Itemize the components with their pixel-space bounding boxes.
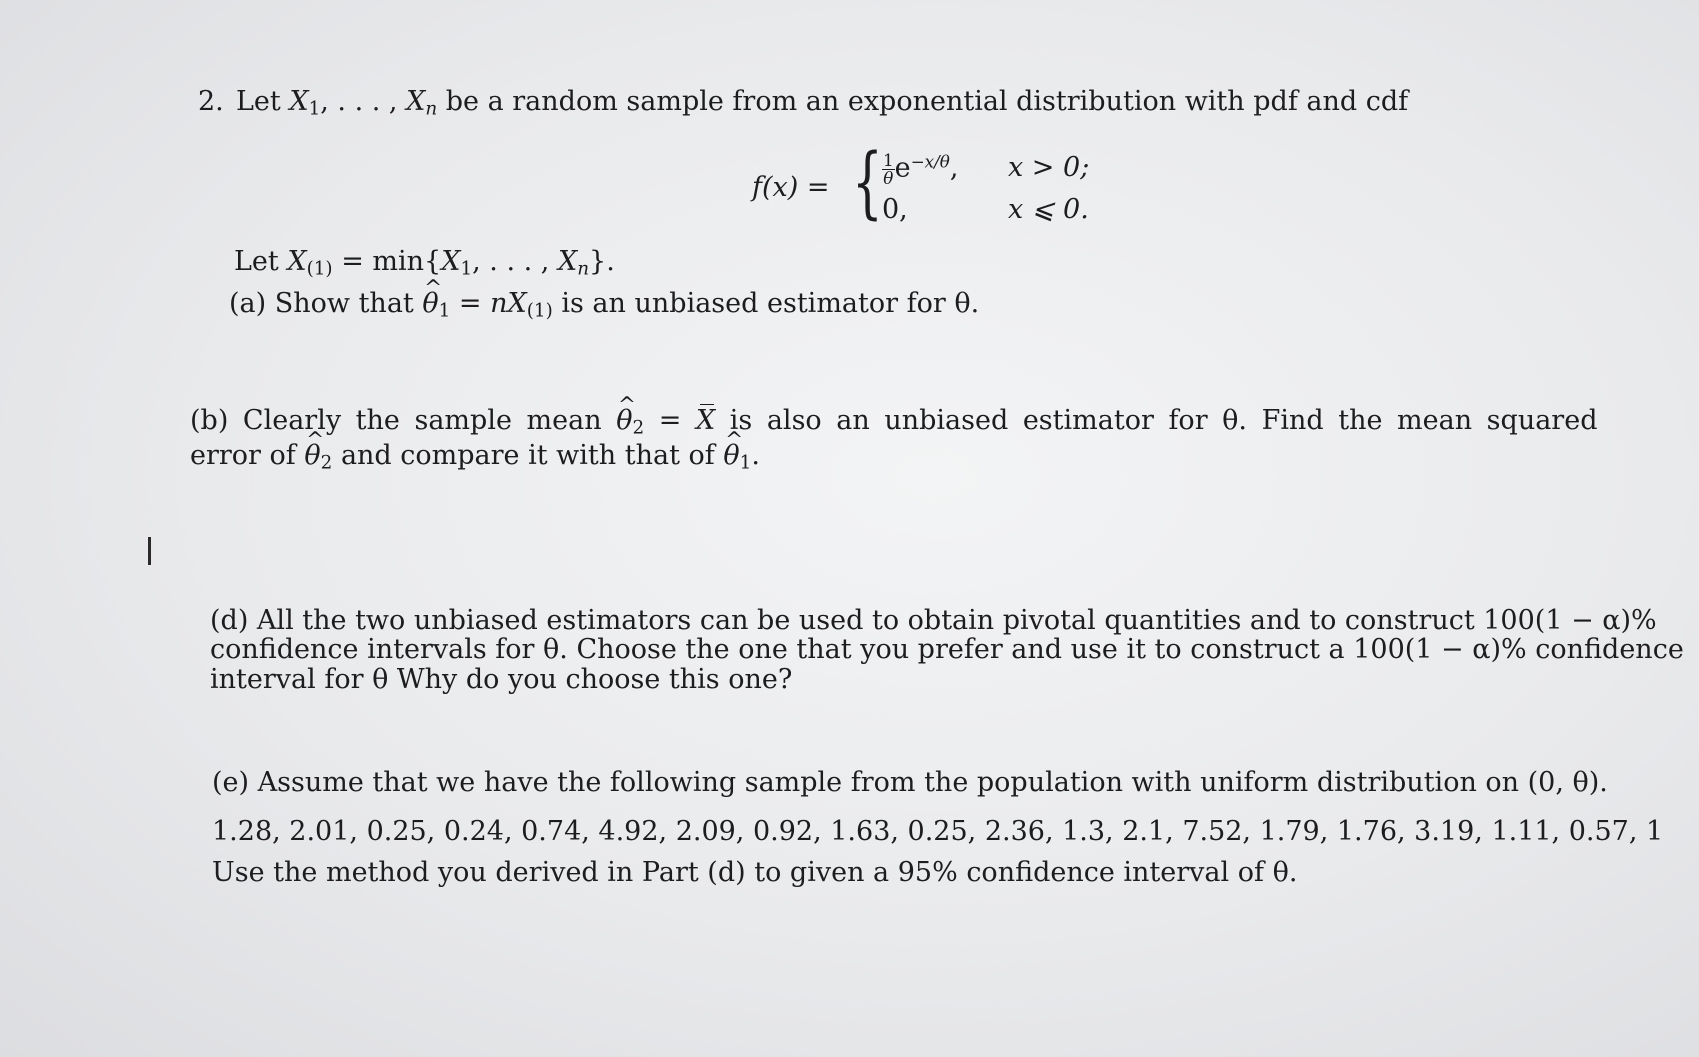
part-d-line-1: (d) All the two unbiased estimators can be used to obtain pivotal quantities and to construct 100(1 − α)% xyxy=(210,605,1657,636)
part-e-line-1: (e) Assume that we have the following sample from the population with uniform distribution on (0, θ). xyxy=(212,767,1608,798)
text-cursor-mark xyxy=(148,537,151,565)
part-a: (a) Show that θ $\^{}_1 = nX_{(1)}$ is an unbiased estimator for θ. xyxy=(229,288,979,320)
part-d-line-3: interval for θ Why do you choose this one? xyxy=(210,664,793,695)
pdf-case-positive: $\frac{1}{\theta}$ $e^{-x/\theta}$, xyxy=(883,150,959,188)
part-e-line-3: Use the method you derived in Part (d) to given a 95% confidence interval of θ. xyxy=(212,857,1298,888)
pdf-case-zero: 0, xyxy=(882,194,908,225)
problem-number: 2. xyxy=(198,86,224,117)
part-b-label: (b) Clearly the sample mean xyxy=(190,405,602,436)
part-d-line-2: confidence intervals for θ. Choose the one that you prefer and use it to construct a 100(1 − α)% confidence xyxy=(210,634,1684,665)
pdf-equation xyxy=(752,138,1112,236)
order-statistic-definition: Let $X_{(1)} = \min\{X_1$, . . . , $X_n$}. xyxy=(234,246,615,280)
intro-text: be a random sample from an exponential distribution with pdf and cdf xyxy=(445,86,1409,117)
pdf-lhs: f(x) = xyxy=(752,172,830,203)
part-b-middle: is also an unbiased estimator for θ. Find the mean squared xyxy=(729,405,1598,436)
part-e-sample-data: 1.28, 2.01, 0.25, 0.24, 0.74, 4.92, 2.09, 0.92, 1.63, 0.25, 2.36, 1.3, 2.1, 7.52, 1.79, 1.76, 3.19, 1.11, 0.57, 1 xyxy=(212,816,1664,847)
pdf-condition-nonpositive: x ⩽ 0. xyxy=(1008,194,1089,225)
pdf-condition-positive: x > 0; xyxy=(1008,152,1090,183)
part-a-tail: is an unbiased estimator for θ. xyxy=(561,288,980,319)
fraction-one-over-theta: $\frac{1}{\theta}$ xyxy=(883,150,894,188)
pdf-exponent: −x/θ xyxy=(910,151,950,172)
part-b-line-1: (b) Clearly the sample mean θ $\^{}_2 = X$ is also an unbiased estimator for θ. Find the mean squared xyxy=(190,405,1597,437)
part-a-label: (a) Show that xyxy=(229,288,414,319)
left-brace-icon: { xyxy=(852,138,883,228)
part-b-line-2: error of θ $\^{}_2$ and compare it with that of θ $\^{}_1$. xyxy=(190,440,760,472)
problem-intro: Let $X_1$, . . . , $X_n$ be a random sample from an exponential distribution with pdf and cdf xyxy=(236,86,1409,120)
